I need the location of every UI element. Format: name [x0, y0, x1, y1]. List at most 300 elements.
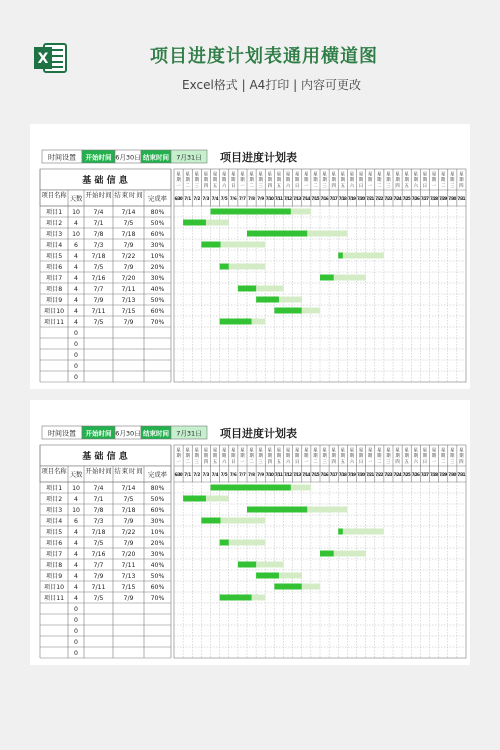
weekday-prefix: 星 — [386, 448, 391, 454]
weekday-prefix-2: 期 — [386, 178, 391, 183]
date-label: 7/12 — [284, 472, 293, 477]
row-days: 6 — [74, 518, 78, 525]
gantt-bar-progress — [211, 209, 291, 215]
page-header — [0, 0, 500, 120]
row-name: 项目6 — [45, 540, 63, 547]
row-end: 7/20 — [121, 551, 136, 558]
date-label: 7/21 — [366, 196, 375, 201]
weekday-prefix: 星 — [349, 172, 355, 178]
page-subtitle: Excel格式 | A4打印 | 内容可更改 — [182, 78, 361, 92]
weekday-prefix: 星 — [368, 172, 373, 178]
row-rate: 60% — [150, 308, 165, 315]
weekday-prefix-2: 期 — [185, 178, 190, 183]
start-value: 6月30日 — [115, 429, 141, 438]
weekday-name: 一 — [431, 184, 437, 189]
date-label: 7/13 — [293, 472, 302, 477]
gantt-bar-progress — [238, 562, 256, 568]
row-rate: 20% — [150, 264, 165, 271]
weekday-prefix: 星 — [231, 172, 236, 178]
date-label: 7/20 — [357, 196, 366, 201]
row-rate: 70% — [150, 319, 165, 326]
start-value: 6月30日 — [115, 153, 141, 162]
row-rate: 10% — [150, 529, 165, 536]
row-days-empty: 0 — [74, 374, 78, 381]
weekday-name: 日 — [358, 184, 364, 189]
row-start: 7/4 — [93, 209, 104, 216]
row-days: 4 — [74, 595, 78, 602]
date-label: 7/11 — [274, 472, 283, 477]
row-rate: 30% — [150, 242, 165, 249]
weekday-prefix: 星 — [340, 448, 345, 454]
weekday-name: 三 — [322, 184, 327, 189]
weekday-prefix: 星 — [368, 448, 373, 454]
weekday-prefix-2: 期 — [194, 178, 199, 183]
row-start: 7/4 — [93, 485, 104, 492]
gantt-bar-progress — [247, 507, 307, 513]
date-label: 7/30 — [448, 196, 457, 201]
weekday-name: 五 — [404, 184, 409, 189]
excel-icon — [34, 41, 68, 75]
row-end: 7/22 — [121, 253, 136, 260]
gantt-bar-remaining — [338, 529, 384, 535]
row-start: 7/3 — [93, 518, 104, 525]
weekday-name: 日 — [295, 184, 300, 189]
row-name: 项目8 — [45, 562, 63, 569]
weekday-prefix: 星 — [404, 172, 409, 178]
column-header-1: 天数 — [69, 195, 83, 203]
weekday-name: 六 — [349, 184, 355, 189]
weekday-prefix: 星 — [249, 172, 254, 178]
date-label: 7/17 — [329, 196, 338, 201]
weekday-name: 五 — [276, 184, 282, 189]
weekday-prefix-2: 期 — [322, 454, 327, 459]
weekday-prefix: 星 — [441, 172, 446, 178]
date-label: 7/18 — [338, 472, 347, 477]
weekday-prefix: 星 — [285, 448, 291, 454]
weekday-prefix: 星 — [331, 448, 336, 454]
weekday-prefix-2: 期 — [413, 178, 418, 183]
date-label: 7/31 — [457, 472, 466, 477]
weekday-prefix: 星 — [395, 448, 400, 454]
column-header-0: 项目名称 — [41, 468, 67, 475]
date-label: 7/19 — [347, 472, 356, 477]
weekday-name: 一 — [304, 184, 309, 189]
weekday-prefix: 星 — [404, 448, 409, 454]
gantt-bar-progress — [220, 319, 252, 325]
date-label: 7/22 — [375, 196, 384, 201]
weekday-name: 日 — [422, 184, 428, 189]
basic-info-title: 基 础 信 息 — [82, 452, 128, 462]
date-label: 7/8 — [248, 472, 256, 477]
weekday-name: 六 — [285, 184, 291, 189]
date-label: 7/31 — [457, 196, 466, 201]
weekday-name: 四 — [395, 184, 400, 189]
date-label: 7/14 — [302, 472, 311, 477]
row-rate: 50% — [150, 297, 165, 304]
row-end: 7/9 — [123, 242, 134, 249]
date-label: 7/3 — [202, 196, 210, 201]
gantt-bar-progress — [183, 220, 206, 226]
gantt-bar-progress — [183, 496, 206, 502]
row-name: 项目4 — [45, 518, 63, 525]
date-label: 7/4 — [211, 472, 219, 477]
weekday-name: 三 — [322, 460, 327, 465]
row-days: 4 — [74, 275, 78, 282]
weekday-prefix: 星 — [377, 448, 382, 454]
weekday-prefix: 星 — [185, 172, 190, 178]
date-label: 7/12 — [284, 196, 293, 201]
row-start: 7/5 — [93, 595, 104, 602]
column-header-2: 开始时间 — [85, 468, 112, 475]
weekday-name: 一 — [368, 460, 373, 465]
weekday-prefix-2: 期 — [240, 178, 245, 183]
date-label: 7/23 — [384, 472, 393, 477]
weekday-prefix: 星 — [441, 448, 446, 454]
row-name: 项目2 — [45, 220, 63, 227]
weekday-name: 四 — [331, 184, 336, 189]
date-label: 7/24 — [393, 196, 402, 201]
row-days: 10 — [72, 209, 80, 216]
weekday-name: 一 — [304, 460, 309, 465]
row-end: 7/9 — [123, 595, 134, 602]
weekday-prefix: 星 — [322, 172, 327, 178]
weekday-prefix: 星 — [249, 448, 254, 454]
weekday-prefix-2: 期 — [340, 178, 345, 183]
weekday-prefix: 星 — [304, 448, 309, 454]
row-start: 7/9 — [93, 297, 104, 304]
gantt-bar-progress — [338, 529, 343, 535]
date-label: 7/18 — [338, 196, 347, 201]
date-label: 7/26 — [411, 472, 420, 477]
gantt-bar-progress — [201, 242, 220, 248]
weekday-name: 三 — [450, 460, 455, 465]
row-end: 7/15 — [121, 308, 136, 315]
weekday-prefix: 星 — [194, 172, 199, 178]
weekday-prefix: 星 — [176, 448, 181, 454]
gantt-bar-progress — [256, 297, 279, 303]
weekday-name: 六 — [285, 460, 291, 465]
weekday-prefix: 星 — [413, 172, 418, 178]
weekday-name: 六 — [222, 460, 227, 465]
weekday-prefix-2: 期 — [395, 454, 400, 459]
row-rate: 60% — [150, 584, 165, 591]
row-start: 7/5 — [93, 540, 104, 547]
weekday-prefix-2: 期 — [222, 178, 227, 183]
weekday-name: 二 — [249, 184, 254, 189]
weekday-prefix: 星 — [313, 448, 318, 454]
weekday-prefix: 星 — [313, 172, 318, 178]
weekday-prefix: 星 — [459, 172, 464, 178]
weekday-name: 四 — [267, 184, 272, 189]
weekday-prefix: 星 — [295, 172, 300, 178]
row-start: 7/7 — [93, 286, 104, 293]
row-days: 4 — [74, 297, 78, 304]
svg-text:X: X — [37, 51, 49, 67]
row-days-empty: 0 — [74, 363, 78, 370]
row-name: 项目1 — [45, 485, 63, 492]
date-label: 7/27 — [420, 472, 429, 477]
gantt-sheet-1 — [30, 124, 470, 389]
weekday-prefix: 星 — [185, 448, 190, 454]
date-label: 7/8 — [248, 196, 256, 201]
weekday-name: 二 — [441, 460, 446, 465]
weekday-prefix-2: 期 — [212, 178, 218, 183]
date-label: 7/13 — [293, 196, 302, 201]
row-name: 项目3 — [45, 231, 63, 238]
date-label: 7/7 — [238, 472, 246, 477]
weekday-prefix: 星 — [285, 172, 291, 178]
row-rate: 80% — [150, 485, 165, 492]
row-rate: 40% — [150, 286, 165, 293]
weekday-prefix: 星 — [349, 448, 355, 454]
weekday-prefix: 星 — [194, 448, 199, 454]
row-rate: 50% — [150, 496, 165, 503]
weekday-name: 四 — [459, 184, 464, 189]
sheet-preview-1 — [30, 124, 470, 389]
row-days-empty: 0 — [74, 639, 78, 646]
gantt-bar-progress — [338, 253, 343, 259]
time-label: 时间设置 — [48, 153, 76, 162]
date-label: 7/15 — [311, 472, 320, 477]
date-label: 7/9 — [257, 472, 265, 477]
end-value: 7月31日 — [176, 153, 202, 162]
weekday-name: 六 — [413, 460, 418, 465]
date-label: 7/17 — [329, 472, 338, 477]
row-start: 7/1 — [93, 496, 104, 503]
gantt-bar-progress — [201, 518, 220, 524]
weekday-prefix: 星 — [304, 172, 309, 178]
weekday-prefix: 星 — [340, 172, 345, 178]
weekday-prefix: 星 — [431, 448, 437, 454]
date-label: 7/15 — [311, 196, 320, 201]
row-name: 项目7 — [45, 275, 63, 282]
weekday-prefix-2: 期 — [395, 178, 400, 183]
date-label: 7/27 — [420, 196, 429, 201]
weekday-prefix-2: 期 — [203, 454, 209, 459]
row-days: 10 — [72, 231, 80, 238]
row-rate: 60% — [150, 231, 165, 238]
weekday-prefix-2: 期 — [258, 178, 263, 183]
weekday-prefix-2: 期 — [212, 454, 218, 459]
row-rate: 80% — [150, 209, 165, 216]
row-start: 7/8 — [93, 231, 104, 238]
weekday-name: 一 — [240, 460, 245, 465]
row-name: 项目8 — [45, 286, 63, 293]
row-start: 7/7 — [93, 562, 104, 569]
weekday-name: 二 — [185, 460, 190, 465]
weekday-prefix-2: 期 — [267, 178, 272, 183]
row-start: 7/16 — [91, 275, 106, 282]
weekday-prefix-2: 期 — [222, 454, 227, 459]
weekday-name: 四 — [203, 184, 209, 189]
end-value: 7月31日 — [176, 429, 202, 438]
gantt-bar-progress — [220, 264, 229, 270]
row-start: 7/8 — [93, 507, 104, 514]
row-start: 7/1 — [93, 220, 104, 227]
row-start: 7/16 — [91, 551, 106, 558]
row-days: 4 — [74, 496, 78, 503]
row-end: 7/18 — [121, 507, 136, 514]
row-start: 7/9 — [93, 573, 104, 580]
weekday-prefix-2: 期 — [331, 178, 336, 183]
weekday-prefix-2: 期 — [404, 178, 409, 183]
weekday-prefix-2: 期 — [176, 454, 181, 459]
page-title: 项目进度计划表通用横道图 — [150, 46, 378, 67]
date-label: 7/20 — [357, 472, 366, 477]
row-name: 项目5 — [45, 529, 63, 536]
weekday-name: 五 — [276, 460, 282, 465]
date-label: 7/28 — [430, 196, 439, 201]
weekday-name: 五 — [212, 184, 218, 189]
row-name: 项目7 — [45, 551, 63, 558]
weekday-prefix-2: 期 — [441, 178, 446, 183]
row-start: 7/18 — [91, 529, 106, 536]
weekday-prefix-2: 期 — [231, 454, 236, 459]
weekday-prefix: 星 — [422, 448, 428, 454]
weekday-prefix-2: 期 — [349, 454, 355, 459]
weekday-name: 五 — [212, 460, 218, 465]
date-label: 7/2 — [193, 472, 201, 477]
row-name: 项目1 — [45, 209, 63, 216]
gantt-bar-progress — [320, 275, 334, 281]
end-label: 结束时间 — [143, 153, 169, 162]
weekday-name: 三 — [194, 460, 199, 465]
weekday-prefix-2: 期 — [422, 454, 428, 459]
date-label: 7/29 — [439, 196, 448, 201]
weekday-prefix-2: 期 — [267, 454, 272, 459]
row-end: 7/13 — [121, 573, 136, 580]
row-start: 7/3 — [93, 242, 104, 249]
weekday-prefix-2: 期 — [368, 454, 373, 459]
date-label: 7/28 — [430, 472, 439, 477]
weekday-name: 二 — [185, 184, 190, 189]
date-label: 7/5 — [220, 196, 228, 201]
date-label: 7/7 — [238, 196, 246, 201]
row-days: 4 — [74, 573, 78, 580]
weekday-prefix: 星 — [203, 448, 209, 454]
date-label: 7/29 — [439, 472, 448, 477]
plan-title: 项目进度计划表 — [220, 427, 297, 440]
start-label: 开始时间 — [85, 153, 112, 162]
weekday-name: 三 — [386, 460, 391, 465]
date-label: 7/5 — [220, 472, 228, 477]
weekday-name: 一 — [176, 460, 181, 465]
weekday-prefix: 星 — [267, 448, 272, 454]
row-name: 项目10 — [43, 308, 65, 315]
weekday-name: 一 — [240, 184, 245, 189]
weekday-prefix: 星 — [459, 448, 464, 454]
weekday-prefix: 星 — [267, 172, 272, 178]
row-days: 4 — [74, 562, 78, 569]
gantt-bar-progress — [274, 308, 301, 314]
weekday-name: 四 — [203, 460, 209, 465]
row-name: 项目6 — [45, 264, 63, 271]
column-header-3: 结束时间 — [114, 192, 143, 199]
row-days-empty: 0 — [74, 617, 78, 624]
row-end: 7/14 — [121, 485, 136, 492]
weekday-prefix-2: 期 — [450, 454, 455, 459]
row-rate: 20% — [150, 540, 165, 547]
weekday-prefix-2: 期 — [450, 178, 455, 183]
row-end: 7/11 — [121, 562, 136, 569]
weekday-name: 三 — [386, 184, 391, 189]
row-name: 项目11 — [43, 595, 65, 602]
weekday-prefix-2: 期 — [340, 454, 345, 459]
weekday-name: 四 — [267, 460, 272, 465]
start-label: 开始时间 — [85, 429, 112, 438]
time-label: 时间设置 — [48, 429, 76, 438]
weekday-prefix: 星 — [212, 448, 218, 454]
weekday-name: 二 — [313, 184, 318, 189]
weekday-prefix: 星 — [176, 172, 181, 178]
weekday-prefix-2: 期 — [431, 178, 437, 183]
row-name: 项目9 — [45, 573, 63, 580]
weekday-prefix-2: 期 — [386, 454, 391, 459]
date-label: 7/23 — [384, 196, 393, 201]
date-label: 7/14 — [302, 196, 311, 201]
weekday-prefix: 星 — [276, 172, 282, 178]
weekday-prefix-2: 期 — [377, 454, 382, 459]
weekday-name: 四 — [459, 460, 464, 465]
row-days: 4 — [74, 220, 78, 227]
column-header-1: 天数 — [69, 471, 83, 479]
row-start: 7/11 — [91, 308, 106, 315]
row-rate: 40% — [150, 562, 165, 569]
row-days-empty: 0 — [74, 628, 78, 635]
date-label: 6/30 — [174, 472, 183, 477]
date-label: 7/6 — [229, 472, 237, 477]
row-end: 7/11 — [121, 286, 136, 293]
row-days: 10 — [72, 485, 80, 492]
date-label: 7/21 — [366, 472, 375, 477]
date-label: 7/4 — [211, 196, 219, 201]
row-name: 项目11 — [43, 319, 65, 326]
date-label: 7/25 — [402, 472, 411, 477]
weekday-prefix-2: 期 — [276, 454, 282, 459]
row-rate: 50% — [150, 220, 165, 227]
weekday-prefix-2: 期 — [249, 178, 254, 183]
gantt-bar-progress — [256, 573, 279, 579]
weekday-prefix: 星 — [386, 172, 391, 178]
row-start: 7/18 — [91, 253, 106, 260]
weekday-prefix: 星 — [231, 448, 236, 454]
row-end: 7/13 — [121, 297, 136, 304]
row-days: 4 — [74, 253, 78, 260]
date-label: 7/1 — [184, 196, 192, 201]
weekday-prefix: 星 — [322, 448, 327, 454]
date-label: 6/30 — [174, 196, 183, 201]
weekday-prefix-2: 期 — [358, 178, 364, 183]
weekday-prefix-2: 期 — [203, 178, 209, 183]
date-label: 7/11 — [274, 196, 283, 201]
weekday-prefix-2: 期 — [231, 178, 236, 183]
weekday-name: 五 — [340, 460, 345, 465]
weekday-prefix: 星 — [377, 172, 382, 178]
weekday-prefix-2: 期 — [404, 454, 409, 459]
column-header-3: 结束时间 — [114, 468, 143, 475]
weekday-prefix-2: 期 — [313, 178, 318, 183]
weekday-name: 四 — [331, 460, 336, 465]
row-name: 项目2 — [45, 496, 63, 503]
date-label: 7/9 — [257, 196, 265, 201]
weekday-prefix: 星 — [258, 448, 263, 454]
weekday-prefix-2: 期 — [349, 178, 355, 183]
weekday-name: 三 — [258, 460, 263, 465]
weekday-name: 四 — [395, 460, 400, 465]
weekday-name: 三 — [258, 184, 263, 189]
sheet-preview-2 — [30, 400, 470, 665]
weekday-name: 日 — [231, 460, 236, 465]
